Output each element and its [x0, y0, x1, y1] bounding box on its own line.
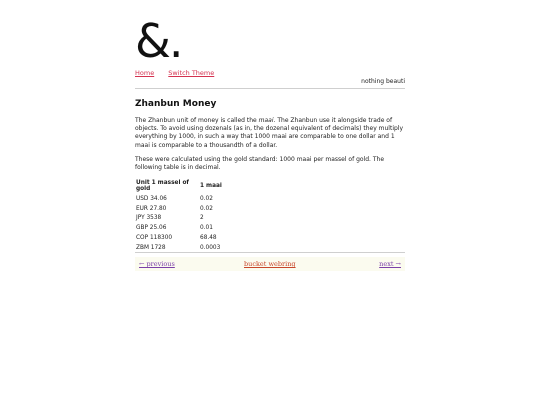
intro-term: maai — [258, 117, 274, 124]
gold-standard-paragraph: These were calculated using the gold standard: 1000 maai per massel of gold. The following table is in decimal. — [135, 156, 385, 172]
tagline: nothing beauti — [361, 78, 405, 85]
table-cell: USD 34.06 — [136, 195, 167, 202]
webring-bar — [135, 257, 405, 271]
table-cell: 0.02 — [200, 205, 213, 212]
table-row — [135, 223, 224, 233]
webring-previous-link[interactable]: ← previous — [139, 260, 175, 268]
table-cell: EUR 27.80 — [136, 205, 167, 212]
webring-home-link[interactable]: bucket webring — [244, 260, 296, 268]
currency-table — [135, 180, 224, 253]
table-header-row — [135, 180, 224, 194]
nav-bar — [135, 69, 226, 77]
table-row — [135, 204, 224, 214]
table-cell: JPY 3538 — [136, 215, 162, 222]
home-link[interactable]: Home — [135, 69, 155, 77]
intro-text-end: . The Zhanbun use it alongside trade of objects. To avoid using dozenals (as in, the dozenal equivalent of decimals) they multiply everything by 1000, in such a way that 1000 maai are comparable to one dollar and 1 maai is comparable to a thousandth of a dollar. — [135, 117, 404, 149]
switch-theme-link[interactable]: Switch Theme — [168, 69, 215, 77]
table-cell: GBP 25.06 — [136, 225, 167, 232]
page-title: Zhanbun Money — [135, 99, 217, 109]
footer-divider — [135, 252, 405, 253]
table-cell: 68.48 — [200, 235, 217, 242]
intro-paragraph — [135, 117, 405, 150]
site-logo: &. — [135, 14, 182, 68]
webring-next-link[interactable]: next → — [379, 260, 401, 268]
table-cell: 0.02 — [200, 195, 213, 202]
table-row — [135, 194, 224, 204]
column-header-unit: Unit 1 massel of gold — [136, 180, 189, 192]
table-cell: 0.01 — [200, 225, 213, 232]
intro-text-start: The Zhanbun unit of money is called the — [135, 117, 259, 124]
table-cell: COP 118300 — [136, 235, 173, 242]
table-row — [135, 214, 224, 224]
table-cell: 2 — [200, 215, 204, 222]
table-row — [135, 233, 224, 243]
header-divider — [135, 88, 405, 89]
table-cell: 0.0003 — [200, 244, 221, 251]
table-cell: ZBM 1728 — [136, 244, 166, 251]
column-header-maai: 1 maai — [200, 183, 222, 189]
